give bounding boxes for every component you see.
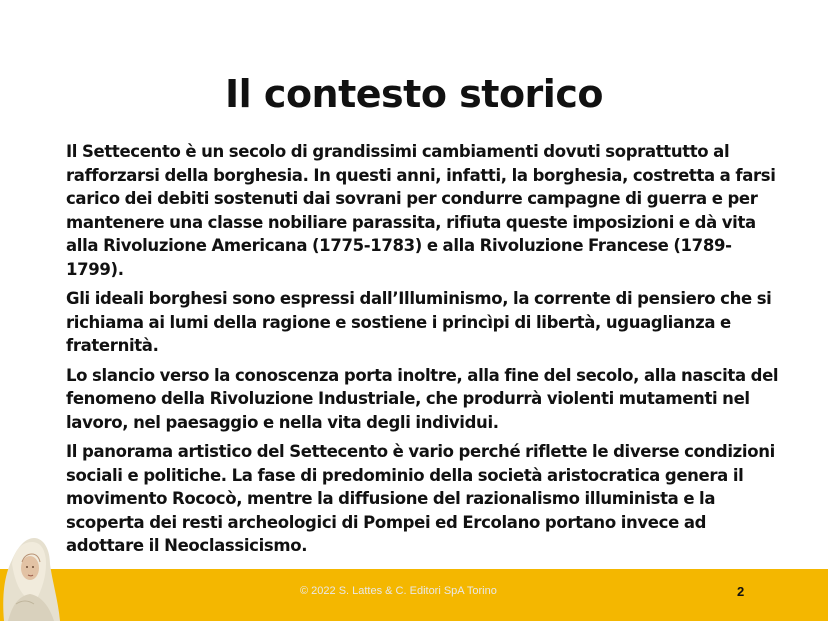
portrait-image (0, 516, 62, 621)
slide-title: Il contesto storico (225, 72, 603, 116)
paragraph-panorama-artistico: Il panorama artistico del Settecento è vario perché riflette le diverse condizioni sociali e politiche. La fase di predominio della società aristocratica genera il movimento Rococò, mentre la diffusione del razionalismo illuminista e la scoperta dei resti archeologici di Pompei ed Ercolano portano invece ad adottare il Neoclassicismo. (66, 442, 775, 555)
paragraph-settecento: Il Settecento è un secolo di grandissimi cambiamenti dovuti soprattutto al rafforzarsi della borghesia. In questi anni, infatti, la borghesia, costretta a farsi carico dei debiti sostenuti dai sovrani per condurre campagne di guerra e per mantenere una classe nobiliare parassita, rifiuta queste imposizioni e dà vita alla Rivoluzione Americana (1775-1783) e alla Rivoluzione Francese (1789-1799). (66, 142, 776, 279)
slide-body (66, 140, 786, 564)
copyright-text: © 2022 S. Lattes & C. Editori SpA Torino (300, 585, 497, 597)
paragraph-rivoluzione-industriale: Lo slancio verso la conoscenza porta inoltre, alla fine del secolo, alla nascita del fenomeno della Rivoluzione Industriale, che produrrà violenti mutamenti nel lavoro, nel paesaggio e nella vita degli individui. (66, 365, 779, 432)
paragraph-illuminismo: Gli ideali borghesi sono espressi dall’Illuminismo, la corrente di pensiero che si richiama ai lumi della ragione e sostiene i princìpi di libertà, uguaglianza e fraternità. (66, 289, 772, 355)
page-number: 2 (737, 584, 745, 599)
